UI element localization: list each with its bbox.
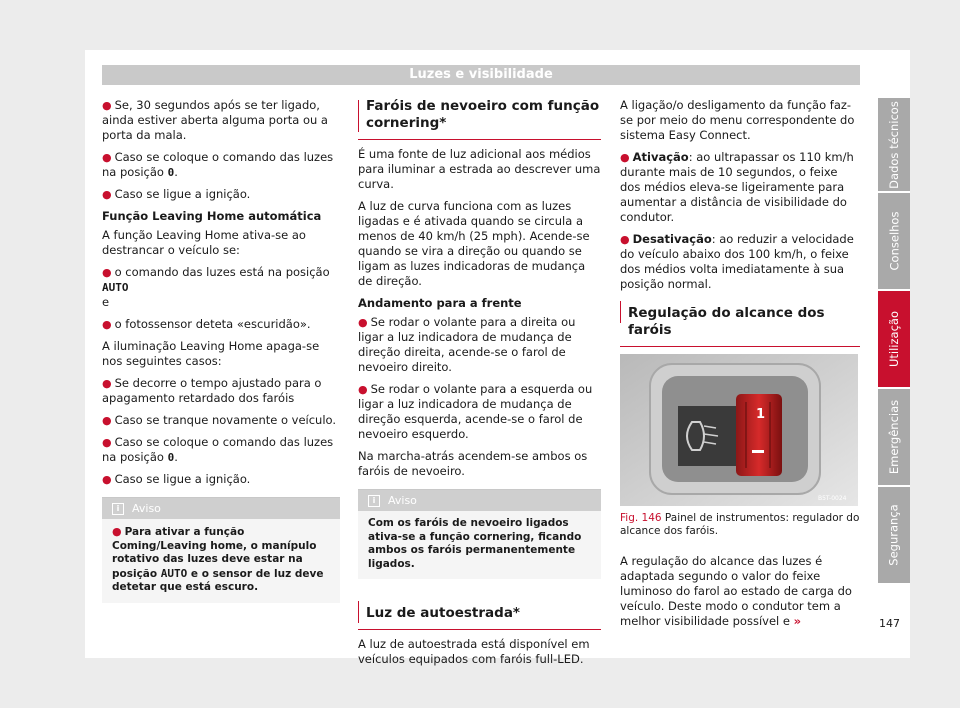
tab-emergencias[interactable]: Emergências (878, 389, 910, 485)
list-item: ● Se rodar o volante para a esquerda ou ligar a luz indicadora de mudança de direção esquerda, acende-se o farol de nevoeiro esquerdo. (358, 382, 593, 441)
light-switch-position-auto: AUTO (160, 566, 188, 580)
paragraph: A ligação/o desligamento da função faz-se por meio do menu correspondente do sistema Easy Connect. (620, 98, 855, 142)
notice-body: ● Para ativar a função Coming/Leaving home, o manípulo rotativo das luzes deve estar na posição AUTO e o sensor de luz deve detetar que está escuro. (102, 519, 340, 603)
bullet-icon: ● (358, 383, 368, 396)
notice-header: i Aviso (102, 498, 340, 519)
notice-box (102, 497, 340, 603)
info-icon: i (368, 495, 380, 507)
bullet-icon: ● (102, 414, 112, 427)
bullet-icon: ● (102, 266, 112, 279)
light-switch-position-auto: AUTO (102, 281, 129, 294)
section-heading: Faróis de nevoeiro com função cornering* (358, 98, 601, 140)
bullet-icon: ● (102, 188, 112, 201)
section-heading: Luz de autoestrada* (358, 605, 601, 630)
notice-header: i Aviso (358, 490, 601, 511)
light-switch-position-0: 0 (167, 166, 175, 179)
list-item: ● Desativação: ao reduzir a velocidade do veículo abaixo dos 100 km/h, o feixe dos médios volta imediatamente à sua posição normal. (620, 232, 854, 291)
section-header: Luzes e visibilidade (102, 65, 860, 85)
tab-conselhos[interactable]: Conselhos (878, 193, 910, 289)
bullet-icon: ● (112, 525, 122, 538)
svg-text:1: 1 (756, 407, 766, 422)
paragraph: A regulação do alcance das luzes é adaptada segundo o valor do feixe luminoso do farol ao estado de carga do veículo. Deste modo o condutor tem a melhor visibilidade possível e » (620, 554, 852, 628)
bullet-icon: ● (620, 151, 630, 164)
tab-seguranca[interactable]: Segurança (878, 487, 910, 583)
bullet-icon: ● (102, 99, 112, 112)
list-item: ● Caso se ligue a ignição. (102, 187, 251, 201)
headlight-regulator-illustration (620, 354, 858, 506)
bullet-icon: ● (358, 316, 368, 329)
info-icon: i (112, 503, 124, 515)
page-number: 147 (879, 617, 900, 630)
list-item: ● Caso se ligue a ignição. (102, 472, 251, 486)
list-item: ● Caso se coloque o comando das luzes na posição 0. (102, 150, 334, 179)
list-item: ● Caso se tranque novamente o veículo. (102, 413, 337, 427)
bullet-icon: ● (102, 436, 112, 449)
paragraph: A luz de autoestrada está disponível em veículos equipados com faróis full-LED. (358, 637, 590, 666)
figure-caption: Fig. 146 Painel de instrumentos: regulador do alcance dos faróis. (620, 512, 860, 537)
notice-body: Com os faróis de nevoeiro ligados ativa-se a função cornering, ficando ambos os faróis permanentemente ligados. (358, 511, 601, 579)
tab-dados-tecnicos[interactable]: Dados técnicos (878, 98, 910, 191)
continue-arrow-icon: » (793, 614, 802, 628)
bullet-icon: ● (102, 318, 112, 331)
paragraph: Na marcha-atrás acendem-se ambos os faróis de nevoeiro. (358, 449, 588, 478)
chapter-tabs (878, 98, 910, 585)
bullet-icon: ● (102, 377, 112, 390)
figure-code: B5T-0024 (818, 495, 847, 502)
subheading: Andamento para a frente (358, 296, 522, 310)
paragraph: A luz de curva funciona com as luzes ligadas e é ativada quando se circula a menos de 40 km/h (25 mph). Acende-se quando se vira a direção ou quando se ligam as luzes indicadoras de mudança de direção. (358, 199, 590, 288)
bullet-icon: ● (102, 473, 112, 486)
column-2 (358, 98, 601, 674)
list-item: ● Se, 30 segundos após se ter ligado, ainda estiver aberta alguma porta ou a porta da mala. (102, 98, 328, 142)
list-item: ● o comando das luzes está na posição AUTO e (102, 265, 330, 309)
tab-utilizacao[interactable]: Utilização (878, 291, 910, 387)
paragraph: A iluminação Leaving Home apaga-se nos seguintes casos: (102, 339, 320, 368)
list-item: ● Ativação: ao ultrapassar os 110 km/h durante mais de 10 segundos, o feixe dos médios eleva-se ligeiramente para aumentar a distância de visibilidade do condutor. (620, 150, 854, 224)
paragraph: A função Leaving Home ativa-se ao destrancar o veículo se: (102, 228, 306, 257)
list-item: ● o fotossensor deteta «escuridão». (102, 317, 311, 331)
figure-headlight-range-regulator (620, 354, 858, 506)
bullet-icon: ● (102, 151, 112, 164)
subheading: Função Leaving Home automática (102, 209, 322, 223)
column-1 (102, 98, 340, 611)
paragraph: É uma fonte de luz adicional aos médios para iluminar a estrada ao descrever uma curva. (358, 147, 601, 191)
list-item: ● Caso se coloque o comando das luzes na posição 0. (102, 435, 334, 464)
light-switch-position-0: 0 (167, 451, 175, 464)
list-item: ● Se rodar o volante para a direita ou ligar a luz indicadora de mudança de direção direita, acende-se o farol de nevoeiro direito. (358, 315, 576, 374)
section-heading: Regulação do alcance dos faróis (620, 305, 860, 347)
column-3 (620, 98, 860, 636)
notice-box (358, 489, 601, 579)
list-item: ● Se decorre o tempo ajustado para o apagamento retardado dos faróis (102, 376, 322, 405)
bullet-icon: ● (620, 233, 630, 246)
